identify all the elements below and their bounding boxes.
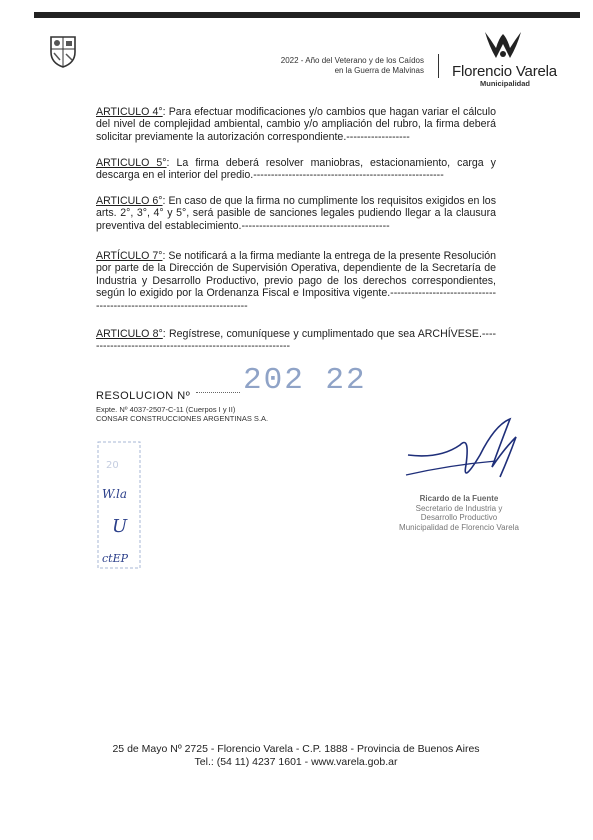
article-body: : La firma deberá resolver maniobras, estacionamiento, carga y descarga en el interior del predio.------------------------------------------------------ — [96, 157, 496, 182]
article-heading: ARTICULO 8° — [96, 328, 163, 340]
resolution-dotted-line — [196, 392, 240, 393]
municipal-crest-icon — [48, 34, 78, 68]
resolution-number-stamp: 202 22 — [243, 363, 367, 398]
header-divider — [438, 54, 439, 78]
svg-text:20: 20 — [106, 460, 119, 471]
stamp-mark-1: W.la — [102, 487, 128, 501]
motto-line-2: en la Guerra de Malvinas — [334, 66, 424, 75]
article-heading: ARTICULO 6° — [96, 195, 163, 207]
brand-name: Florencio Varela — [452, 63, 557, 80]
initials-stamp-icon — [96, 440, 142, 570]
motto-text — [236, 56, 424, 76]
company-name: CONSAR CONSTRUCCIONES ARGENTINAS S.A. — [96, 414, 269, 423]
article-4 — [96, 106, 496, 143]
brand-subtitle: Municipalidad — [480, 79, 531, 88]
article-heading: ARTICULO 5° — [96, 157, 167, 169]
signatory-title-1: Secretario de Industria y — [415, 503, 503, 513]
footer-address: 25 de Mayo Nº 2725 - Florencio Varela - C.P. 1888 - Provincia de Buenos Aires — [112, 743, 480, 755]
stamp-mark-3: ctEP — [102, 552, 129, 565]
article-body: : En caso de que la firma no cumplimente los requisitos exigidos en los arts. 2°, 3°, 4° y 5°, será pasible de sanciones legales pudiendo llegar a la clausura preventiva del establecimiento.------------------------------------------ — [96, 195, 496, 232]
expte-number: Expte. Nº 4037-2507-C-11 (Cuerpos I y II) — [96, 405, 236, 414]
article-heading: ARTICULO 4° — [96, 106, 163, 118]
page-footer — [96, 743, 496, 769]
resolution-label: RESOLUCION Nº — [96, 390, 191, 402]
motto-line-1: 2022 - Año del Veterano y de los Caídos — [280, 56, 424, 65]
article-body: : Para efectuar modificaciones y/o cambios que hagan variar el cálculo del nivel de complejidad ambiental, cambio y/o ampliación del rubro, la firma deberá solicitar previamente la autorización correspondiente.------------------ — [96, 106, 496, 143]
florencio-varela-logo-icon — [482, 28, 524, 64]
article-heading: ARTÍCULO 7° — [96, 250, 163, 262]
footer-contact: Tel.: (54 11) 4237 1601 - www.varela.gob.ar — [194, 756, 398, 768]
stamp-mark-2: U — [112, 516, 128, 537]
article-7 — [96, 250, 496, 312]
signatory-name: Ricardo de la Fuente — [419, 494, 499, 503]
article-8 — [96, 328, 496, 353]
article-body: : Regístrese, comuníquese y cumplimentado que sea ARCHÍVESE.----------------------------------------------------------- — [96, 328, 496, 353]
article-6 — [96, 195, 496, 232]
top-rule — [34, 12, 580, 18]
signatory-title-3: Municipalidad de Florencio Varela — [399, 522, 519, 532]
article-body: : Se notificará a la firma mediante la entrega de la presente Resolución por parte de la Dirección de Supervisión Operativa, dependiente de la Secretaría de Industria y Desarrollo Productivo, previo pago de los derechos correspondientes, según lo exigido por la Ordenanza Fiscal e Impositiva vigente.------------------------------------------------------------------------- — [96, 250, 496, 312]
signatory-title-2: Desarrollo Productivo — [420, 513, 498, 522]
signature-icon — [400, 415, 540, 495]
article-5 — [96, 157, 496, 182]
signatory-block — [394, 494, 524, 532]
file-reference — [96, 405, 268, 423]
